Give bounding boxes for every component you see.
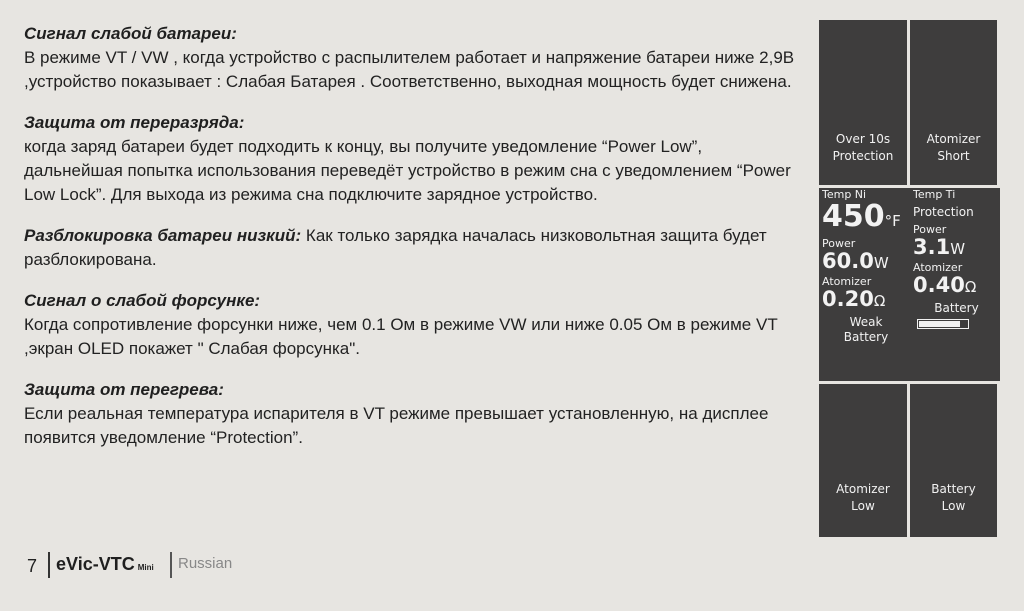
resistance-readout: 0.20Ω [822, 287, 886, 311]
screen-atomizer-short [910, 20, 997, 185]
screen-battery-low [910, 384, 997, 537]
section-text: когда заряд батареи будет подходить к концу, вы получите уведомление “Power Low”, дальнейшая попытка использования переведёт устройство в режим сна с уведомлением “Power Low Lock”. Для выхода из режима сна подключите зарядное устройство. [24, 137, 791, 204]
screen-over-10s-protection [819, 20, 907, 185]
section-weak-atomizer [24, 289, 804, 361]
divider [48, 552, 50, 578]
device-screens [819, 20, 997, 537]
section-overdischarge [24, 111, 804, 207]
section-heading: Разблокировка батареи низкий: [24, 226, 302, 245]
screen-message: Atomizer Short [926, 132, 981, 163]
section-heading: Защита от переразряда: [24, 113, 245, 132]
battery-level-fill [919, 321, 960, 327]
protection-status: Protection [913, 205, 974, 219]
mode-label: Temp Ni [822, 188, 867, 201]
power-readout: 3.1W [913, 235, 966, 259]
section-heading: Защита от перегрева: [24, 380, 224, 399]
section-text: Как только зарядка началась низковольтная защита будет разблокирована. [24, 226, 767, 269]
screen-message: Atomizer Low [836, 482, 890, 513]
battery-icon [917, 319, 969, 329]
section-heading: Сигнал слабой батареи: [24, 24, 237, 43]
screen-message: Weak Battery [843, 315, 889, 344]
text-column [24, 22, 804, 467]
screen-temperature-protection [910, 188, 1000, 381]
section-heading: Сигнал о слабой форсунке: [24, 291, 261, 310]
battery-label: Battery [934, 301, 979, 315]
resistance-readout: 0.40Ω [913, 273, 977, 297]
mode-label: Temp Ti [913, 188, 956, 201]
language-label: Russian [178, 555, 233, 572]
atomizer-label: Atomizer [822, 275, 872, 288]
screen-message: Battery Low [931, 482, 976, 513]
power-readout: 60.0W [822, 249, 889, 273]
power-label: Power [822, 237, 856, 250]
atomizer-label: Atomizer [913, 261, 963, 274]
section-text: Если реальная температура испарителя в VT режиме превышает установленную, на дисплее появится уведомление “Protection”. [24, 404, 769, 447]
page-number: 7 [27, 556, 38, 576]
screen-message: Over 10s Protection [832, 132, 894, 163]
temperature-readout: 450°F [822, 199, 901, 234]
section-weak-battery [24, 22, 804, 94]
screen-atomizer-low [819, 384, 907, 537]
section-text: В режиме VT / VW , когда устройство с распылителем работает и напряжение батареи ниже 2,9В ,устройство показывает : Слабая Батарея . Соответственно, выходная мощность будет снижена. [24, 48, 795, 91]
page-footer [0, 552, 360, 582]
divider [170, 552, 172, 578]
section-text: Когда сопротивление форсунки ниже, чем 0.1 Ом в режиме VW или ниже 0.05 Ом в режиме VT ,экран OLED покажет " Слабая форсунка". [24, 315, 778, 358]
screen-weak-battery [819, 188, 910, 381]
section-paragraph [24, 224, 804, 272]
section-overheat-protection [24, 378, 804, 450]
model-name: eVic-VTC Mini [56, 554, 154, 574]
section-low-battery-unlock [24, 224, 804, 272]
power-label: Power [913, 223, 947, 236]
